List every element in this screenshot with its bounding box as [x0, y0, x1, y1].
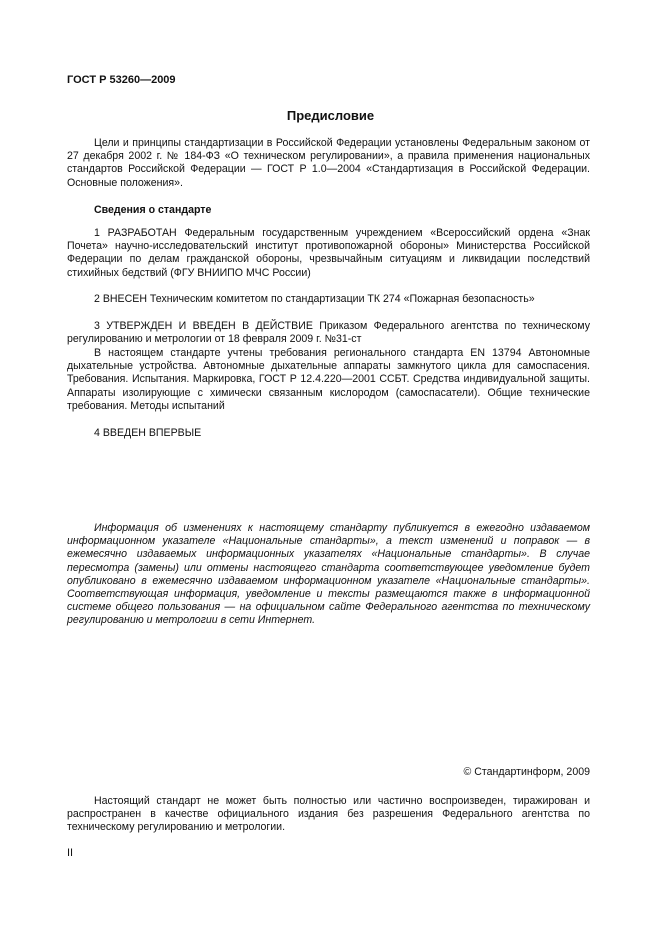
copyright-line: © Стандартинформ, 2009: [463, 766, 590, 778]
page-title: Предисловие: [286, 108, 375, 123]
item-first-time: 4 ВВЕДЕН ВПЕРВЫЕ: [94, 427, 202, 439]
notice-paragraph: Информация об изменениях к настоящему стандарту публикуется в ежегодно издаваемом информационном указателе «Национальные стандарты», а текст изменений и поправок — в ежемесячно издаваемых информационных указателях «Национальные стандарты». В случае пересмотра (замены) или отмены настоящего стандарта соответствующее уведомление будет опубликовано в ежемесячно издаваемом информационном указателе «Национальные стандарты». Соответствующая информация, уведомление и тексты размещаются также в информационной системе общего пользования — на официальном сайте Федерального агентства по техническому регулированию и метрологии в сети Интернет.: [67, 522, 590, 627]
item-requirements: В настоящем стандарте учтены требования регионального стандарта EN 13794 Автономные дыхательные устройства. Автономные дыхательные аппараты замкнутого цикла для самоспасения. Требования. Испытания. Маркировка, ГОСТ Р 12.4.220—2001 ССБТ. Средства индивидуальной защиты. Аппараты изолирующие с химически связанным кислородом (самоспасатели). Общие технические требования. Методы испытаний: [67, 347, 590, 412]
reproduction-notice: Настоящий стандарт не может быть полностью или частично воспроизведен, тиражирован и распространен в качестве официального издания без разрешения Федерального агентства по техническому регулированию и метрологии.: [67, 795, 590, 834]
item-introduced-by: 2 ВНЕСЕН Техническим комитетом по стандартизации ТК 274 «Пожарная безопасность»: [94, 293, 535, 305]
section-heading: Сведения о стандарте: [94, 204, 212, 216]
page-number: II: [67, 847, 74, 859]
item-approved: 3 УТВЕРЖДЕН И ВВЕДЕН В ДЕЙСТВИЕ Приказом Федерального агентства по техническому регулированию и метрологии от 18 февраля 2009 г. №31-ст: [67, 320, 590, 346]
intro-paragraph: Цели и принципы стандартизации в Российской Федерации установлены Федеральным законом от 27 декабря 2002 г. № 184-ФЗ «О техническом регулировании», а правила применения национальных стандартов Российской Федерации — ГОСТ Р 1.0—2004 «Стандартизация в Российской Федерации. Основные положения».: [67, 137, 590, 189]
document-code: ГОСТ Р 53260—2009: [67, 74, 176, 86]
item-developed: 1 РАЗРАБОТАН Федеральным государственным учреждением «Всероссийский ордена «Знак Почета» научно-исследовательский институт противопожарной обороны» Министерства Российской Федерации по делам гражданской обороны, чрезвычайным ситуациям и ликвидации последствий стихийных бедствий (ФГУ ВНИИПО МЧС России): [67, 227, 590, 279]
